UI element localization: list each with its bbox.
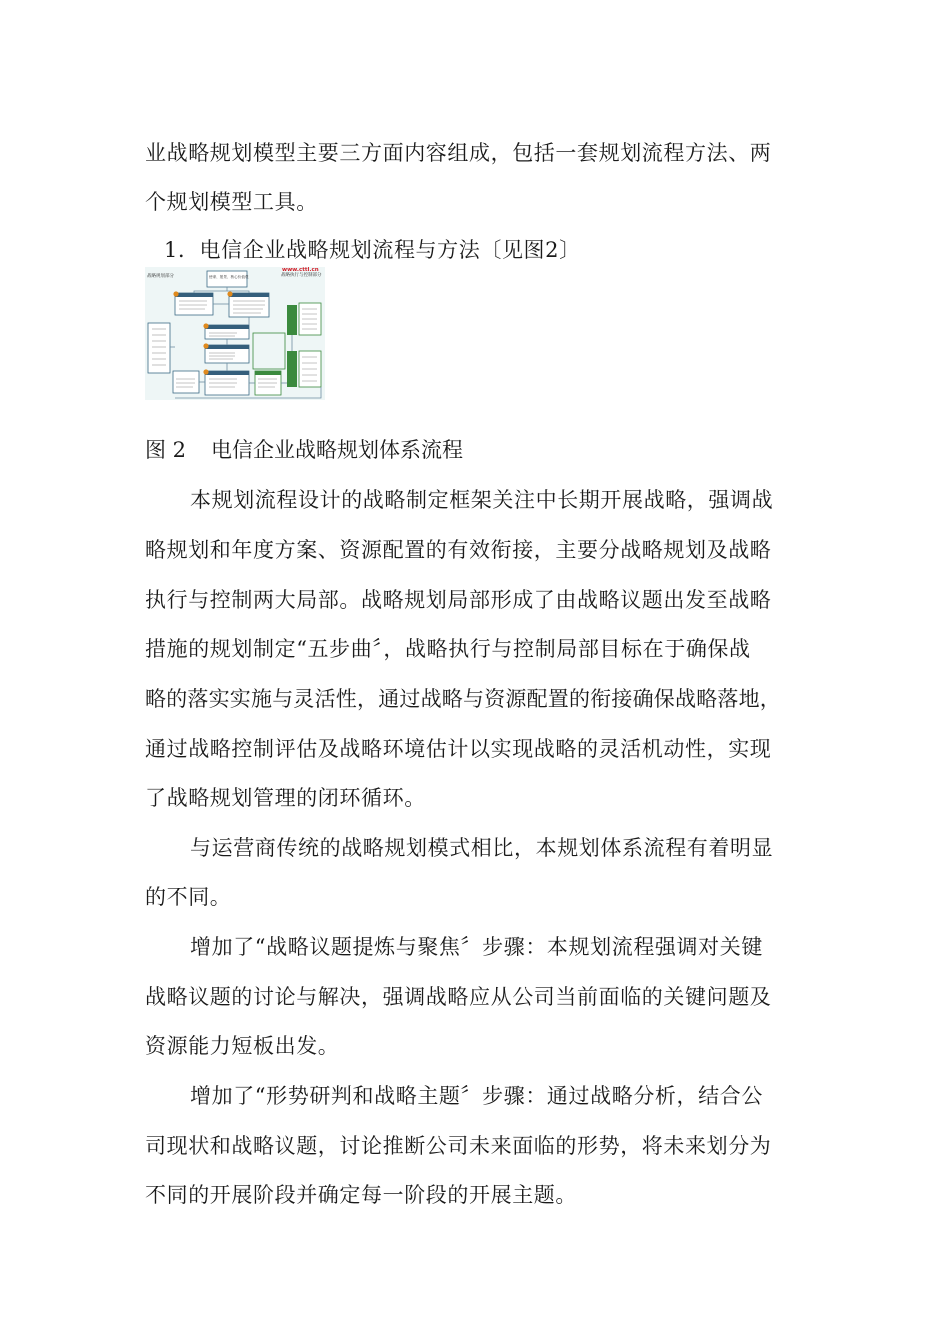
input-box [148,323,170,373]
paragraph-line: 通过战略控制评估及战略环境估计以实现战略的灵活机动性，实现 [145,737,772,761]
paragraph-line: 执行与控制两大局部。战略规划局部形成了由战略议题出发至战略 [145,588,772,612]
paragraph-line: 措施的规划制定“五步曲〞，战略执行与控制局部目标在于确保战 [145,637,751,661]
paragraph-line: 不同的开展阶段并确定每一阶段的开展主题。 [145,1183,577,1207]
step-marker-5 [203,369,208,374]
control-bar-2 [287,351,297,387]
control-bar-1 [287,305,297,335]
mission-box [207,271,247,287]
figure-caption-text: 电信企业战略规划体系流程 [211,438,463,462]
watermark-text: www.cttl.cn [282,267,319,273]
figure-caption-number: 图 2 [145,438,187,462]
paragraph-line: 个规划模型工具。 [145,190,318,214]
section-heading: 1．电信企业战略规划流程与方法〔见图2〕 [164,238,581,262]
step-marker-4 [203,343,208,348]
paragraph-line: 增加了“战略议题提炼与聚焦〞步骤：本规划流程强调对关键 [190,935,763,959]
strategy-flow-figure [145,267,325,400]
step-marker-3 [203,323,208,328]
paragraph-line: 业战略规划模型主要三方面内容组成，包括一套规划流程方法、两 [145,141,772,165]
paragraph-line: 战略议题的讨论与解决，强调战略应从公司当前面临的关键问题及 [145,985,772,1009]
paragraph-line: 略的落实实施与灵活性，通过战略与资源配置的衔接确保战略落地， [145,687,781,711]
paragraph-line: 了战略规划管理的闭环循环。 [145,786,426,810]
support-box [173,371,199,393]
paragraph-line: 资源能力短板出发。 [145,1034,340,1058]
paragraph-line: 增加了“形势研判和战略主题〞步骤：通过战略分析，结合公 [190,1084,763,1108]
paragraph-line: 本规划流程设计的战略制定框架关注中长期开展战略，强调战 [190,488,774,512]
mission-box-label: 使命、愿景、核心价值观 [209,275,249,279]
paragraph-line: 司现状和战略议题，讨论推断公司未来面临的形势，将未来划分为 [145,1134,772,1158]
figure-caption [145,437,463,463]
left-section-label: 战略规划部分 [147,274,174,279]
step-marker-2 [227,291,232,296]
paragraph-line: 略规划和年度方案、资源配置的有效衔接，主要分战略规划及战略 [145,538,772,562]
paragraph-line: 与运营商传统的战略规划模式相比，本规划体系流程有着明显 [190,836,774,860]
step-marker-1 [173,291,178,296]
paragraph-line: 的不同。 [145,885,232,909]
right-section-label: 战略执行与控制部分 [281,273,322,278]
